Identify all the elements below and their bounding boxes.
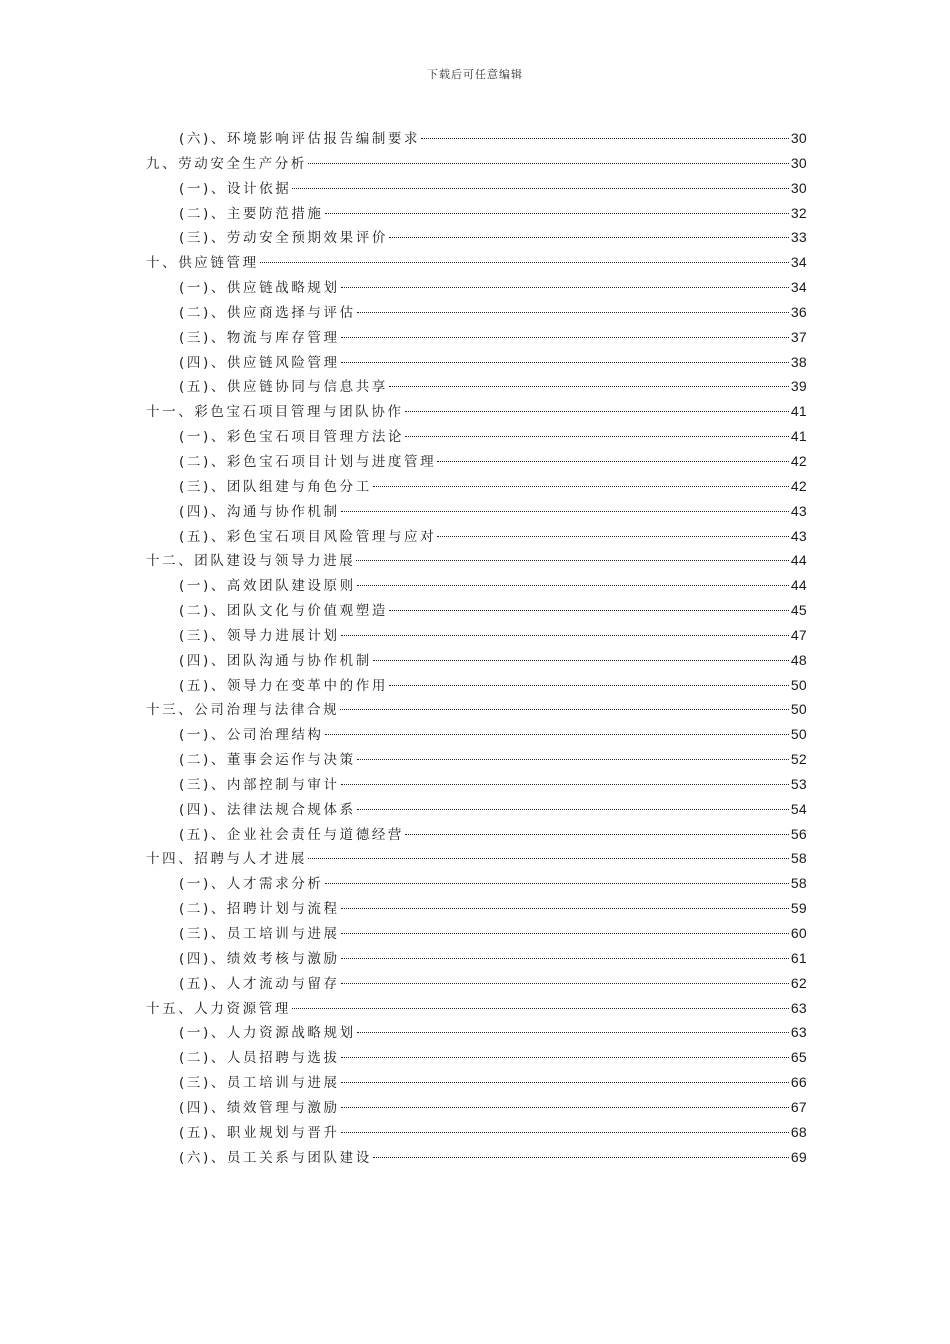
toc-dot-leader xyxy=(373,660,789,661)
toc-dot-leader xyxy=(389,610,789,611)
toc-dot-leader xyxy=(405,436,789,437)
toc-entry-title: (二)、董事会运作与决策 xyxy=(179,752,356,769)
toc-chapter-entry[interactable] xyxy=(146,250,807,275)
toc-entry-title: 十一、彩色宝石项目管理与团队协作 xyxy=(146,404,404,421)
toc-dot-leader xyxy=(341,1082,789,1083)
toc-page-number: 44 xyxy=(790,552,807,569)
toc-dot-leader xyxy=(373,486,789,487)
toc-section-entry[interactable] xyxy=(146,747,807,772)
toc-chapter-entry[interactable] xyxy=(146,697,807,722)
toc-page-number: 67 xyxy=(790,1098,807,1115)
toc-page-number: 58 xyxy=(790,850,807,867)
toc-entry-title: (二)、人员招聘与选拔 xyxy=(179,1050,340,1067)
toc-entry-title: (三)、物流与库存管理 xyxy=(179,329,340,346)
toc-page-number: 62 xyxy=(790,974,807,991)
toc-page-number: 34 xyxy=(790,254,807,271)
toc-page-number: 50 xyxy=(790,726,807,743)
toc-dot-leader xyxy=(356,560,789,561)
toc-page-number: 65 xyxy=(790,1049,807,1066)
toc-section-entry[interactable] xyxy=(146,648,807,673)
toc-entry-title: (五)、企业社会责任与道德经营 xyxy=(179,826,405,843)
toc-section-entry[interactable] xyxy=(146,971,807,996)
toc-chapter-entry[interactable] xyxy=(146,548,807,573)
toc-page-number: 61 xyxy=(790,949,807,966)
toc-chapter-entry[interactable] xyxy=(146,846,807,871)
toc-dot-leader xyxy=(308,858,789,859)
toc-page-number: 66 xyxy=(790,1074,807,1091)
toc-entry-title: (五)、供应链协同与信息共享 xyxy=(179,379,388,396)
toc-dot-leader xyxy=(357,1032,789,1033)
toc-page-number: 30 xyxy=(790,179,807,196)
toc-dot-leader xyxy=(340,709,789,710)
toc-entry-title: (三)、劳动安全预期效果评价 xyxy=(179,230,388,247)
toc-section-entry[interactable] xyxy=(146,772,807,797)
toc-section-entry[interactable] xyxy=(146,573,807,598)
toc-section-entry[interactable] xyxy=(146,673,807,698)
toc-entry-title: (一)、彩色宝石项目管理方法论 xyxy=(179,429,405,446)
toc-page-number: 50 xyxy=(790,676,807,693)
toc-entry-title: (二)、主要防范措施 xyxy=(179,205,324,222)
toc-entry-title: (三)、团队组建与角色分工 xyxy=(179,478,372,495)
toc-section-entry[interactable] xyxy=(146,896,807,921)
toc-section-entry[interactable] xyxy=(146,722,807,747)
toc-section-entry[interactable] xyxy=(146,1120,807,1145)
toc-page-number: 39 xyxy=(790,378,807,395)
toc-section-entry[interactable] xyxy=(146,474,807,499)
toc-page-number: 63 xyxy=(790,999,807,1016)
toc-dot-leader xyxy=(341,337,789,338)
toc-page-number: 56 xyxy=(790,825,807,842)
toc-dot-leader xyxy=(357,759,789,760)
table-of-contents xyxy=(146,126,807,1169)
toc-entry-title: (一)、人才需求分析 xyxy=(179,876,324,893)
toc-entry-title: (二)、团队文化与价值观塑造 xyxy=(179,603,388,620)
toc-dot-leader xyxy=(341,635,789,636)
toc-entry-title: 十四、招聘与人才进展 xyxy=(146,851,307,868)
toc-page-number: 45 xyxy=(790,602,807,619)
toc-page-number: 52 xyxy=(790,751,807,768)
toc-page-number: 54 xyxy=(790,800,807,817)
toc-section-entry[interactable] xyxy=(146,1020,807,1045)
toc-page-number: 68 xyxy=(790,1123,807,1140)
toc-entry-title: (六)、员工关系与团队建设 xyxy=(179,1149,372,1166)
toc-dot-leader xyxy=(325,734,789,735)
toc-dot-leader xyxy=(357,312,789,313)
toc-dot-leader xyxy=(389,685,789,686)
toc-section-entry[interactable] xyxy=(146,1045,807,1070)
toc-entry-title: 十五、人力资源管理 xyxy=(146,1000,291,1017)
toc-section-entry[interactable] xyxy=(146,822,807,847)
toc-page-number: 50 xyxy=(790,701,807,718)
toc-section-entry[interactable] xyxy=(146,126,807,151)
toc-section-entry[interactable] xyxy=(146,449,807,474)
toc-dot-leader xyxy=(341,362,789,363)
toc-page-number: 63 xyxy=(790,1024,807,1041)
page-header: 下载后可任意编辑 xyxy=(427,68,523,81)
toc-section-entry[interactable] xyxy=(146,623,807,648)
toc-dot-leader xyxy=(308,163,789,164)
toc-dot-leader xyxy=(341,983,789,984)
toc-dot-leader xyxy=(325,883,789,884)
toc-entry-title: (二)、彩色宝石项目计划与进度管理 xyxy=(179,453,437,470)
toc-dot-leader xyxy=(357,585,789,586)
toc-page-number: 41 xyxy=(790,403,807,420)
toc-section-entry[interactable] xyxy=(146,1145,807,1170)
toc-page-number: 36 xyxy=(790,303,807,320)
toc-section-entry[interactable] xyxy=(146,946,807,971)
toc-section-entry[interactable] xyxy=(146,201,807,226)
toc-entry-title: (一)、高效团队建设原则 xyxy=(179,578,356,595)
toc-entry-title: (一)、设计依据 xyxy=(179,180,292,197)
toc-entry-title: (四)、团队沟通与协作机制 xyxy=(179,652,372,669)
toc-entry-title: (五)、人才流动与留存 xyxy=(179,975,340,992)
toc-entry-title: 十三、公司治理与法律合规 xyxy=(146,702,340,719)
toc-chapter-entry[interactable] xyxy=(146,399,807,424)
toc-page-number: 30 xyxy=(790,154,807,171)
toc-section-entry[interactable] xyxy=(146,300,807,325)
toc-section-entry[interactable] xyxy=(146,350,807,375)
toc-entry-title: (三)、领导力进展计划 xyxy=(179,627,340,644)
toc-section-entry[interactable] xyxy=(146,524,807,549)
toc-dot-leader xyxy=(421,138,789,139)
toc-dot-leader xyxy=(405,411,789,412)
toc-page-number: 43 xyxy=(790,502,807,519)
toc-entry-title: (四)、绩效考核与激励 xyxy=(179,950,340,967)
toc-section-entry[interactable] xyxy=(146,598,807,623)
toc-page-number: 33 xyxy=(790,229,807,246)
toc-section-entry[interactable] xyxy=(146,424,807,449)
toc-dot-leader xyxy=(341,511,789,512)
toc-entry-title: (三)、员工培训与进展 xyxy=(179,1075,340,1092)
toc-dot-leader xyxy=(341,1132,789,1133)
toc-chapter-entry[interactable] xyxy=(146,996,807,1021)
toc-dot-leader xyxy=(341,1057,789,1058)
toc-entry-title: (五)、职业规划与晋升 xyxy=(179,1124,340,1141)
toc-dot-leader xyxy=(292,188,788,189)
toc-section-entry[interactable] xyxy=(146,225,807,250)
toc-dot-leader xyxy=(325,213,789,214)
toc-entry-title: 十二、团队建设与领导力进展 xyxy=(146,553,356,570)
toc-page-number: 59 xyxy=(790,900,807,917)
toc-section-entry[interactable] xyxy=(146,374,807,399)
toc-dot-leader xyxy=(357,809,789,810)
toc-dot-leader xyxy=(437,461,789,462)
toc-section-entry[interactable] xyxy=(146,176,807,201)
toc-dot-leader xyxy=(292,1008,789,1009)
toc-section-entry[interactable] xyxy=(146,499,807,524)
toc-entry-title: (四)、绩效管理与激励 xyxy=(179,1099,340,1116)
toc-page-number: 53 xyxy=(790,775,807,792)
toc-entry-title: (三)、员工培训与进展 xyxy=(179,926,340,942)
toc-entry-title: (四)、法律法规合规体系 xyxy=(179,801,356,818)
toc-section-entry[interactable] xyxy=(146,871,807,896)
toc-entry-title: (一)、人力资源战略规划 xyxy=(179,1025,356,1042)
toc-entry-title: 十、供应链管理 xyxy=(146,255,259,272)
toc-page-number: 60 xyxy=(790,925,807,941)
toc-dot-leader xyxy=(389,386,789,387)
toc-dot-leader xyxy=(341,958,789,959)
toc-section-entry[interactable] xyxy=(146,1070,807,1095)
toc-dot-leader xyxy=(437,536,789,537)
toc-section-entry[interactable] xyxy=(146,1095,807,1120)
toc-entry-title: (四)、沟通与协作机制 xyxy=(179,503,340,520)
toc-entry-title: (一)、供应链战略规划 xyxy=(179,280,340,297)
toc-page-number: 30 xyxy=(790,130,807,146)
toc-entry-title: (二)、供应商选择与评估 xyxy=(179,304,356,321)
toc-dot-leader xyxy=(341,287,789,288)
toc-entry-title: (六)、环境影响评估报告编制要求 xyxy=(179,131,421,147)
toc-dot-leader xyxy=(405,834,789,835)
toc-section-entry[interactable] xyxy=(146,275,807,300)
toc-page-number: 69 xyxy=(790,1148,807,1165)
toc-entry-title: (一)、公司治理结构 xyxy=(179,727,324,744)
toc-page-number: 42 xyxy=(790,477,807,494)
toc-dot-leader xyxy=(341,933,789,934)
toc-page-number: 37 xyxy=(790,328,807,345)
toc-page-number: 44 xyxy=(790,577,807,594)
toc-chapter-entry[interactable] xyxy=(146,151,807,176)
toc-page-number: 34 xyxy=(790,279,807,296)
toc-page-number: 58 xyxy=(790,875,807,892)
toc-page-number: 47 xyxy=(790,626,807,643)
toc-dot-leader xyxy=(341,1107,789,1108)
toc-entry-title: (四)、供应链风险管理 xyxy=(179,354,340,371)
toc-section-entry[interactable] xyxy=(146,325,807,350)
toc-section-entry[interactable] xyxy=(146,921,807,946)
toc-dot-leader xyxy=(373,1157,789,1158)
toc-page-number: 43 xyxy=(790,527,807,544)
toc-entry-title: (二)、招聘计划与流程 xyxy=(179,901,340,918)
toc-page-number: 38 xyxy=(790,353,807,370)
toc-entry-title: 九、劳动安全生产分析 xyxy=(146,155,307,172)
toc-entry-title: (五)、领导力在变革中的作用 xyxy=(179,677,388,694)
toc-dot-leader xyxy=(260,262,789,263)
toc-dot-leader xyxy=(341,784,789,785)
toc-page-number: 32 xyxy=(790,204,807,221)
toc-entry-title: (三)、内部控制与审计 xyxy=(179,776,340,793)
toc-section-entry[interactable] xyxy=(146,797,807,822)
toc-dot-leader xyxy=(341,908,789,909)
toc-page-number: 42 xyxy=(790,452,807,469)
toc-page-number: 41 xyxy=(790,428,807,445)
toc-entry-title: (五)、彩色宝石项目风险管理与应对 xyxy=(179,528,437,545)
toc-page-number: 48 xyxy=(790,651,807,668)
toc-dot-leader xyxy=(389,237,789,238)
